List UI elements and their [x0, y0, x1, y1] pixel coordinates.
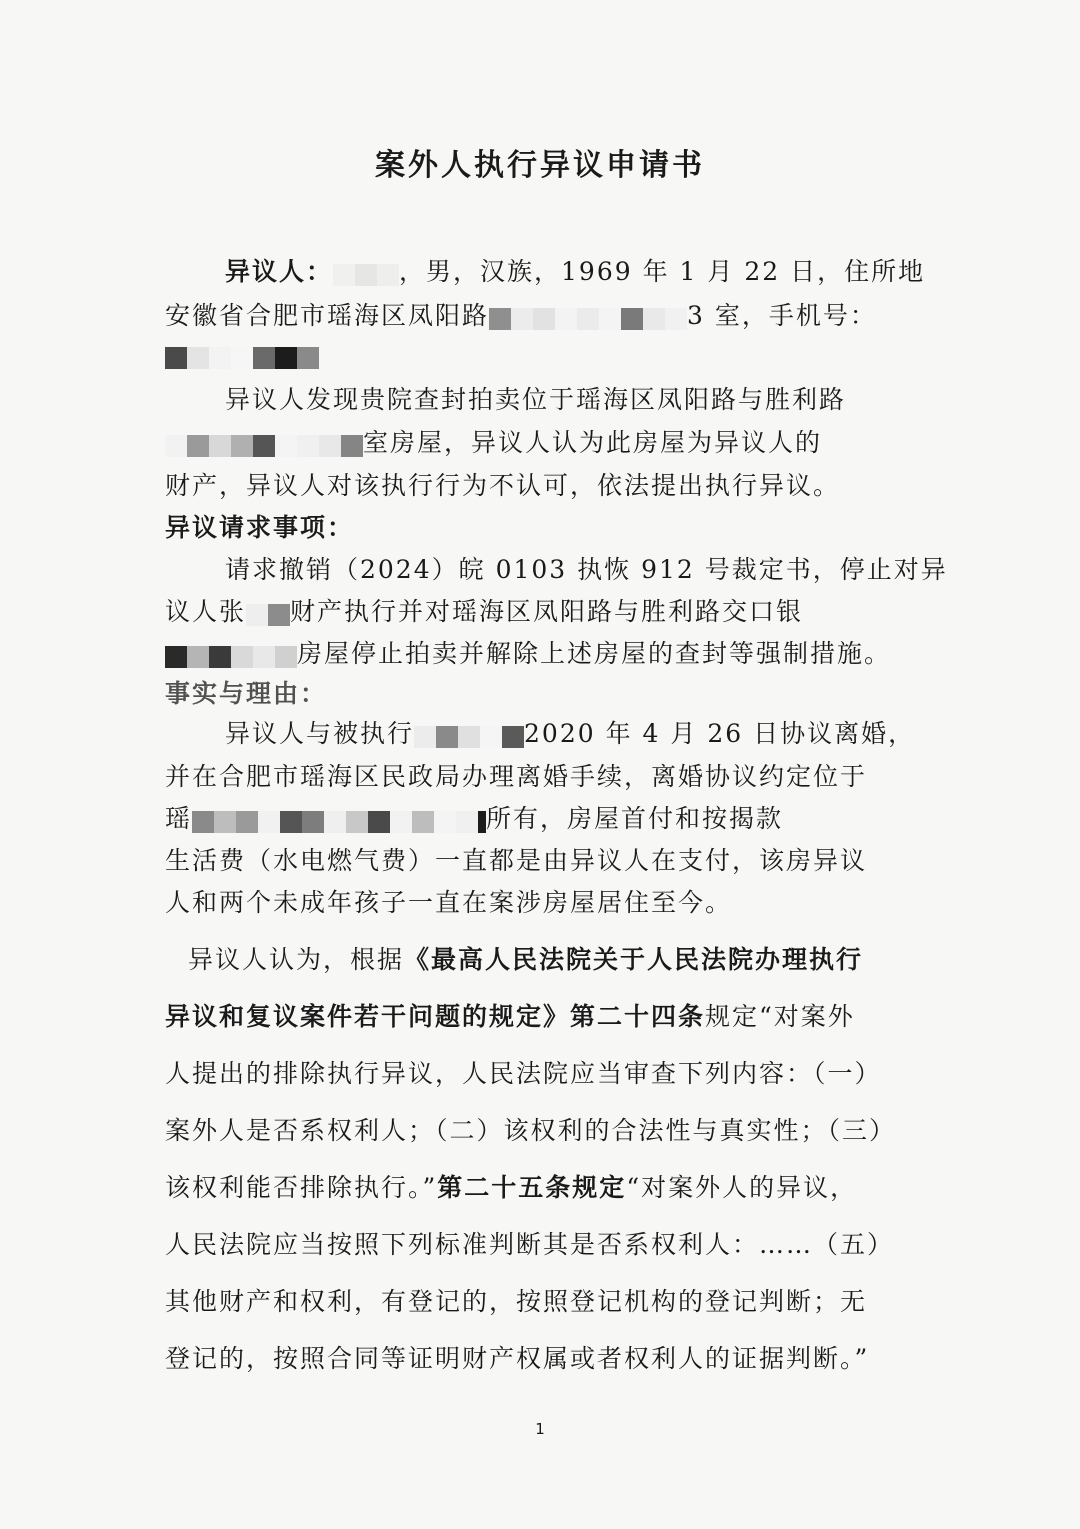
facts-line-5: 人和两个未成年孩子一直在案涉房屋居住至今。 — [165, 888, 733, 917]
redacted-party — [414, 725, 524, 747]
page-title: 案外人执行异议申请书 — [375, 148, 705, 183]
argument-line-5: 该权利能否排除执行。”第二十五条规定“对案外人的异议， — [165, 1173, 858, 1202]
argument-line-8: 登记的，按照合同等证明财产权属或者权利人的证据判断。” — [165, 1344, 870, 1373]
intro-line-1: 异议人： ，男，汉族，1969 年 1 月 22 日，住所地 — [225, 257, 926, 286]
facts-line-3: 瑶 所有，房屋首付和按揭款 — [165, 804, 784, 833]
request-line-1: 请求撤销（2024）皖 0103 执恢 912 号裁定书，停止对异 — [225, 555, 948, 584]
request-line-3: 房屋停止拍卖并解除上述房屋的查封等强制措施。 — [165, 634, 925, 670]
argument-line-4: 案外人是否系权利人；（二）该权利的合法性与真实性；（三） — [165, 1116, 897, 1145]
para1-line-2: 室房屋，异议人认为此房屋为异议人的 — [165, 423, 925, 459]
para1-line-3: 财产，异议人对该执行行为不认可，依法提出执行异议。 — [165, 471, 841, 500]
redacted-phone — [165, 346, 319, 368]
request-line-2: 议人张 财产执行并对瑶海区凤阳路与胜利路交口银 — [165, 597, 804, 626]
redacted-name-2 — [246, 603, 290, 625]
intro-line-3 — [165, 340, 925, 369]
argument-line-7: 其他财产和权利，有登记的，按照登记机构的登记判断；无 — [165, 1287, 868, 1316]
facts-line-2: 并在合肥市瑶海区民政局办理离婚手续，离婚协议约定位于 — [165, 762, 868, 791]
argument-line-6: 人民法院应当按照下列标准判断其是否系权利人：……（五） — [165, 1230, 895, 1259]
argument-line-1: 异议人认为，根据《最高人民法院关于人民法院办理执行 — [188, 945, 864, 974]
intro-line-2: 安徽省合肥市瑶海区凤阳路 3 室，手机号： — [165, 301, 877, 330]
objector-label: 异议人： — [225, 257, 334, 286]
argument-line-2: 异议和复议案件若干问题的规定》第二十四条规定“对案外 — [165, 1002, 855, 1031]
facts-line-4: 生活费（水电燃气费）一直都是由异议人在支付，该房异议 — [165, 846, 868, 875]
redacted-house — [165, 645, 297, 667]
facts-line-1: 异议人与被执行 2020 年 4 月 26 日协议离婚， — [225, 719, 916, 748]
redacted-address — [489, 307, 687, 329]
page-number: 1 — [535, 1420, 545, 1438]
redacted-room — [165, 434, 363, 456]
facts-heading: 事实与理由： — [165, 679, 328, 708]
argument-line-3: 人提出的排除执行异议，人民法院应当审查下列内容：（一） — [165, 1059, 882, 1088]
redacted-name — [333, 263, 399, 285]
redacted-location — [192, 810, 486, 832]
request-heading: 异议请求事项： — [165, 513, 355, 542]
para1-line-1: 异议人发现贵院查封拍卖位于瑶海区凤阳路与胜利路 — [225, 385, 847, 414]
